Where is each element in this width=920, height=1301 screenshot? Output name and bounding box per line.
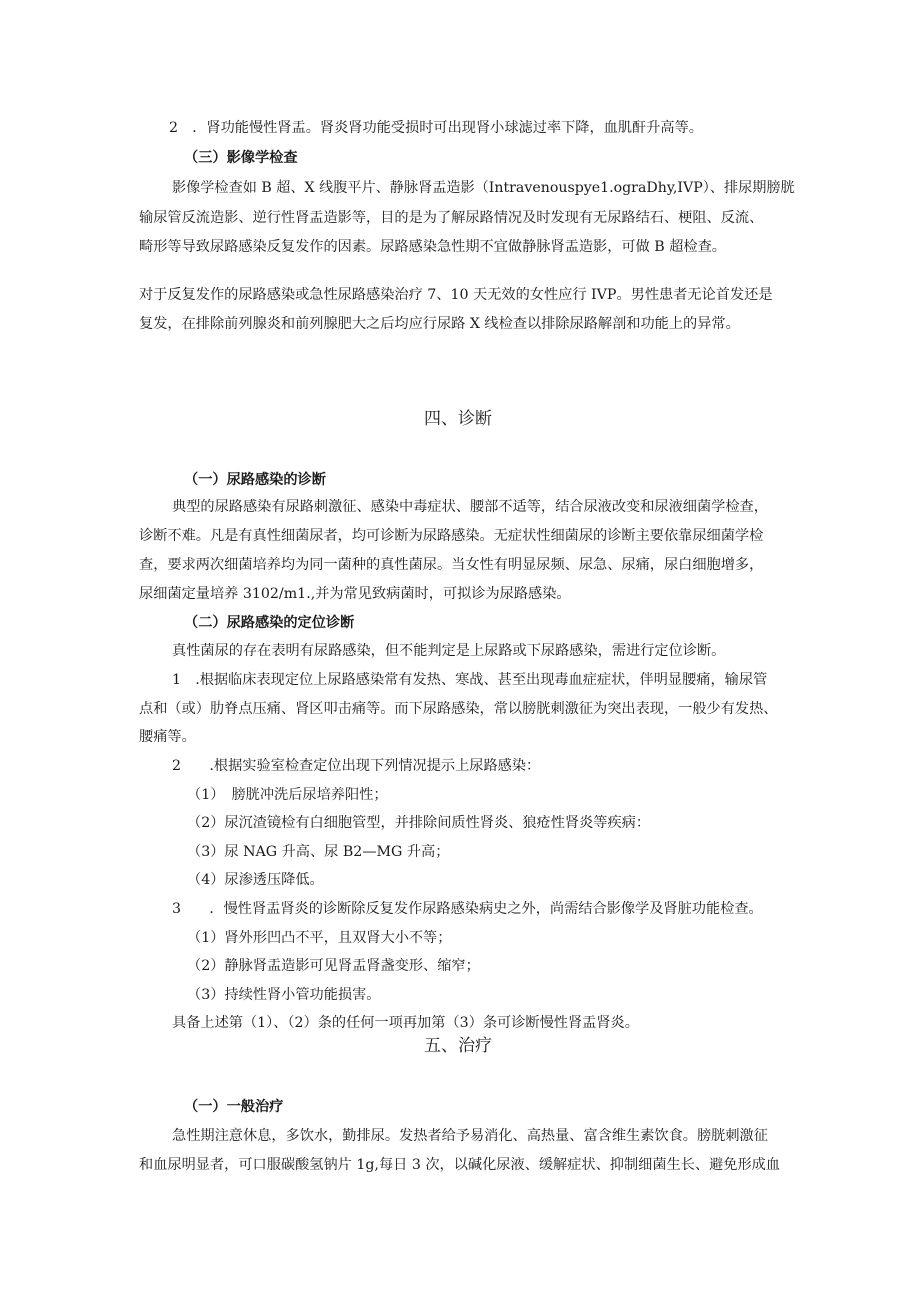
uti-diagnosis-heading: （一）尿路感染的诊断 (184, 472, 326, 488)
lab-item: 2 .根据实验室检查定位出现下列情况提示上尿路感染： (172, 758, 541, 774)
imaging-para-line-1: 影像学检查如 B 超、X 线腹平片、静脉肾盂造影（Intravenouspye1.ograDhy,IVP）、排尿期膀胱 (172, 180, 795, 196)
section-diagnosis-title: 四、诊断 (424, 409, 492, 429)
uti-diagnosis-line-2: 诊断不难。凡是有真性细菌尿者，均可诊断为尿路感染。无症状性细菌尿的诊断主要依靠尿细菌学检 (139, 528, 764, 544)
treatment-line-1: 急性期注意休息，多饮水，勤排尿。发热者给予易消化、高热量、富含维生素饮食。膀胱刺激征 (172, 1128, 768, 1144)
treatment-line-2: 和血尿明显者，可口服碳酸氢钠片 1g,每日 3 次，以碱化尿液、缓解症状、抑制细菌生长、避免形成血 (139, 1157, 781, 1173)
localization-heading: （二）尿路感染的定位诊断 (184, 615, 355, 631)
localization-intro: 真性菌尿的存在表明有尿路感染，但不能判定是上尿路或下尿路感染，需进行定位诊断。 (172, 643, 726, 659)
ivp-para-line-1: 对于反复发作的尿路感染或急性尿路感染治疗 7、10 天无效的女性应行 IVP。男性患者无论首发还是 (139, 287, 773, 303)
imaging-heading: （三）影像学检查 (184, 150, 298, 166)
uti-diagnosis-line-1: 典型的尿路感染有尿路刺激征、感染中毒症状、腰部不适等，结合尿液改变和尿液细菌学检查， (172, 499, 768, 515)
lab-sub-4: （4）尿渗透压降低。 (187, 872, 324, 888)
renal-function-item: 2 ．肾功能慢性肾盂。肾炎肾功能受损时可出现肾小球滤过率下降，血肌酐升高等。 (169, 120, 703, 136)
uti-diagnosis-line-3: 查，要求两次细菌培养均为同一菌种的真性菌尿。当女性有明显尿频、尿急、尿痛，尿白细胞增多， (139, 557, 764, 573)
lab-sub-2: （2）尿沉渣镜检有白细胞管型，并排除间质性肾炎、狼疮性肾炎等疾病： (187, 815, 651, 831)
chronic-conclusion: 具备上述第（1）、（2）条的任何一项再加第（3）条可诊断慢性肾盂肾炎。 (172, 1015, 639, 1031)
chronic-item: 3 ．慢性肾盂肾炎的诊断除反复发作尿路感染病史之外，尚需结合影像学及肾脏功能检查。 (172, 901, 763, 917)
clinical-item-line-1: 1 .根据临床表现定位上尿路感染常有发热、寒战、甚至出现毒血症症状，伴明显腰痛，输尿管 (172, 672, 768, 688)
lab-sub-1: （1） 膀胱冲洗后尿培养阳性； (187, 787, 388, 803)
section-treatment-title: 五、治疗 (424, 1036, 492, 1056)
clinical-item-line-3: 腰痛等。 (139, 729, 196, 745)
imaging-para-line-3: 畸形等导致尿路感染反复发作的因素。尿路感染急性期不宜做静脉肾盂造影，可做 B 超检查。 (139, 239, 726, 255)
chronic-sub-2: （2）静脉肾盂造影可见肾盂肾盏变形、缩窄； (187, 958, 480, 974)
lab-sub-3: （3）尿 NAG 升高、尿 B2—MG 升高； (187, 844, 450, 860)
general-treatment-heading: （一）一般治疗 (184, 1099, 284, 1115)
clinical-item-line-2: 点和（或）肋脊点压痛、肾区叩击痛等。而下尿路感染，常以膀胱刺激征为突出表现，一般少有发热、 (139, 701, 778, 717)
chronic-sub-3: （3）持续性肾小管功能损害。 (187, 987, 381, 1003)
chronic-sub-1: （1）肾外形凹凸不平，且双肾大小不等； (187, 930, 452, 946)
ivp-para-line-2: 复发，在排除前列腺炎和前列腺肥大之后均应行尿路 X 线检查以排除尿路解剖和功能上的异常。 (139, 316, 740, 332)
uti-diagnosis-line-4: 尿细菌定量培养 3102/m1.,并为常见致病菌时，可拟诊为尿路感染。 (139, 586, 571, 602)
imaging-para-line-2: 输尿管反流造影、逆行性肾盂造影等，目的是为了解尿路情况及时发现有无尿路结石、梗阻、反流、 (139, 210, 764, 226)
